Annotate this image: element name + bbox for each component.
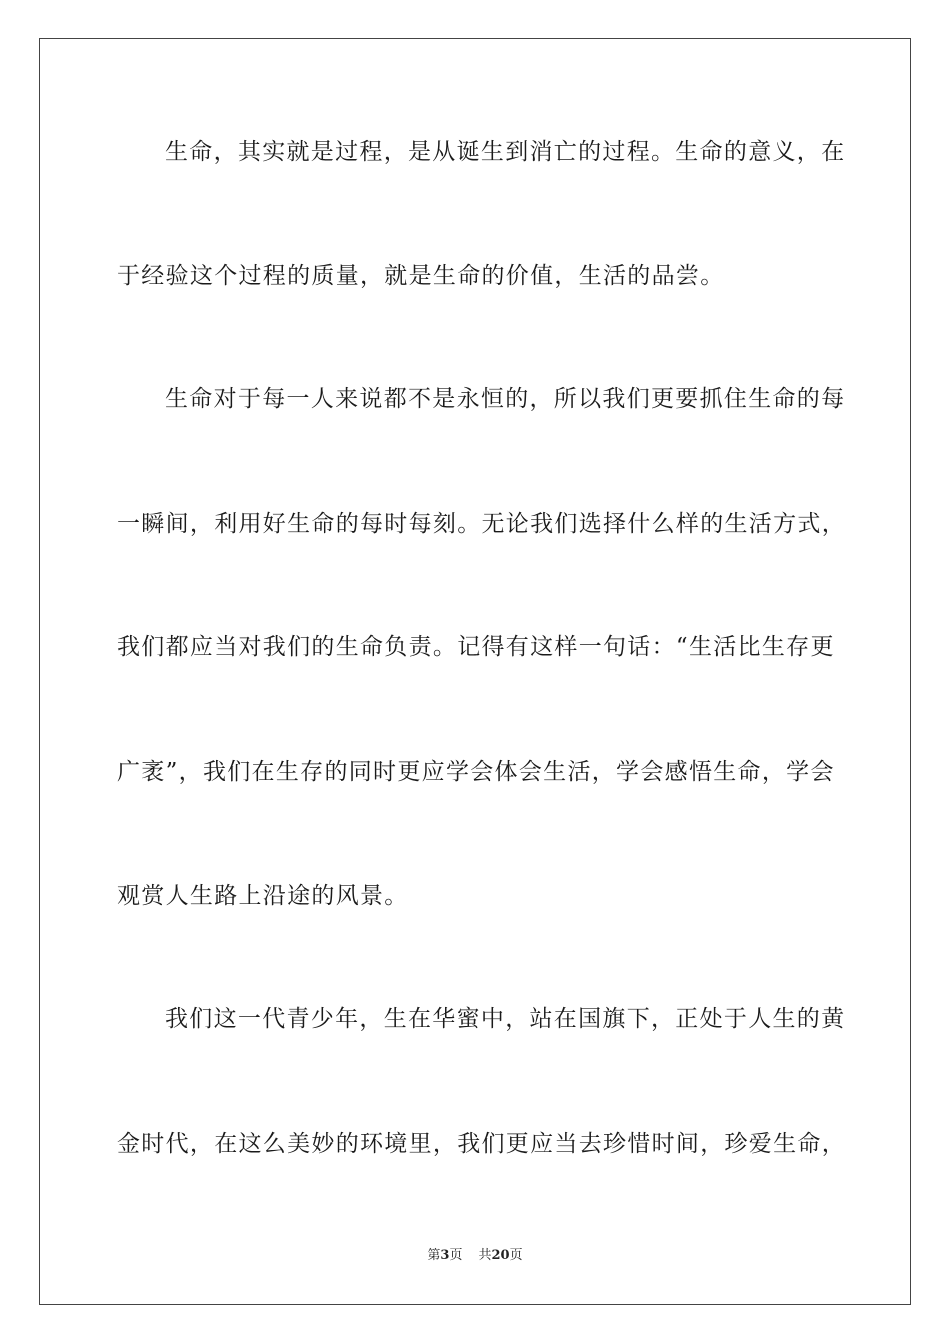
paragraph-1-line-1: 生命，其实就是过程，是从诞生到消亡的过程。生命的意义，在 [165,139,846,165]
paragraph-2-line-3: 我们都应当对我们的生命负责。记得有这样一句话：“生活比生存更 [117,634,835,660]
page-footer [0,1247,950,1265]
paragraph-3-line-2: 金时代，在这么美妙的环境里，我们更应当去珍惜时间，珍爱生命， [117,1131,846,1157]
total-pages: 20 [491,1248,510,1263]
paragraph-2-line-1: 生命对于每一人来说都不是永恒的，所以我们更要抓住生命的每 [165,386,846,412]
page-number: 3 [440,1248,450,1263]
total-prefix: 共 [478,1248,492,1263]
page-suffix: 页 [449,1248,463,1263]
page-border [39,38,911,1305]
paragraph-1-line-2: 于经验这个过程的质量，就是生命的价值，生活的品尝。 [117,263,725,289]
total-suffix: 页 [509,1248,523,1263]
paragraph-3-line-1: 我们这一代青少年，生在华蜜中，站在国旗下，正处于人生的黄 [165,1006,846,1032]
page-prefix: 第 [427,1248,441,1263]
paragraph-2-line-4: 广袤”，我们在生存的同时更应学会体会生活，学会感悟生命，学会 [117,759,835,785]
paragraph-2-line-2: 一瞬间，利用好生命的每时每刻。无论我们选择什么样的生活方式， [117,511,846,537]
paragraph-2-line-5: 观赏人生路上沿途的风景。 [117,883,409,909]
